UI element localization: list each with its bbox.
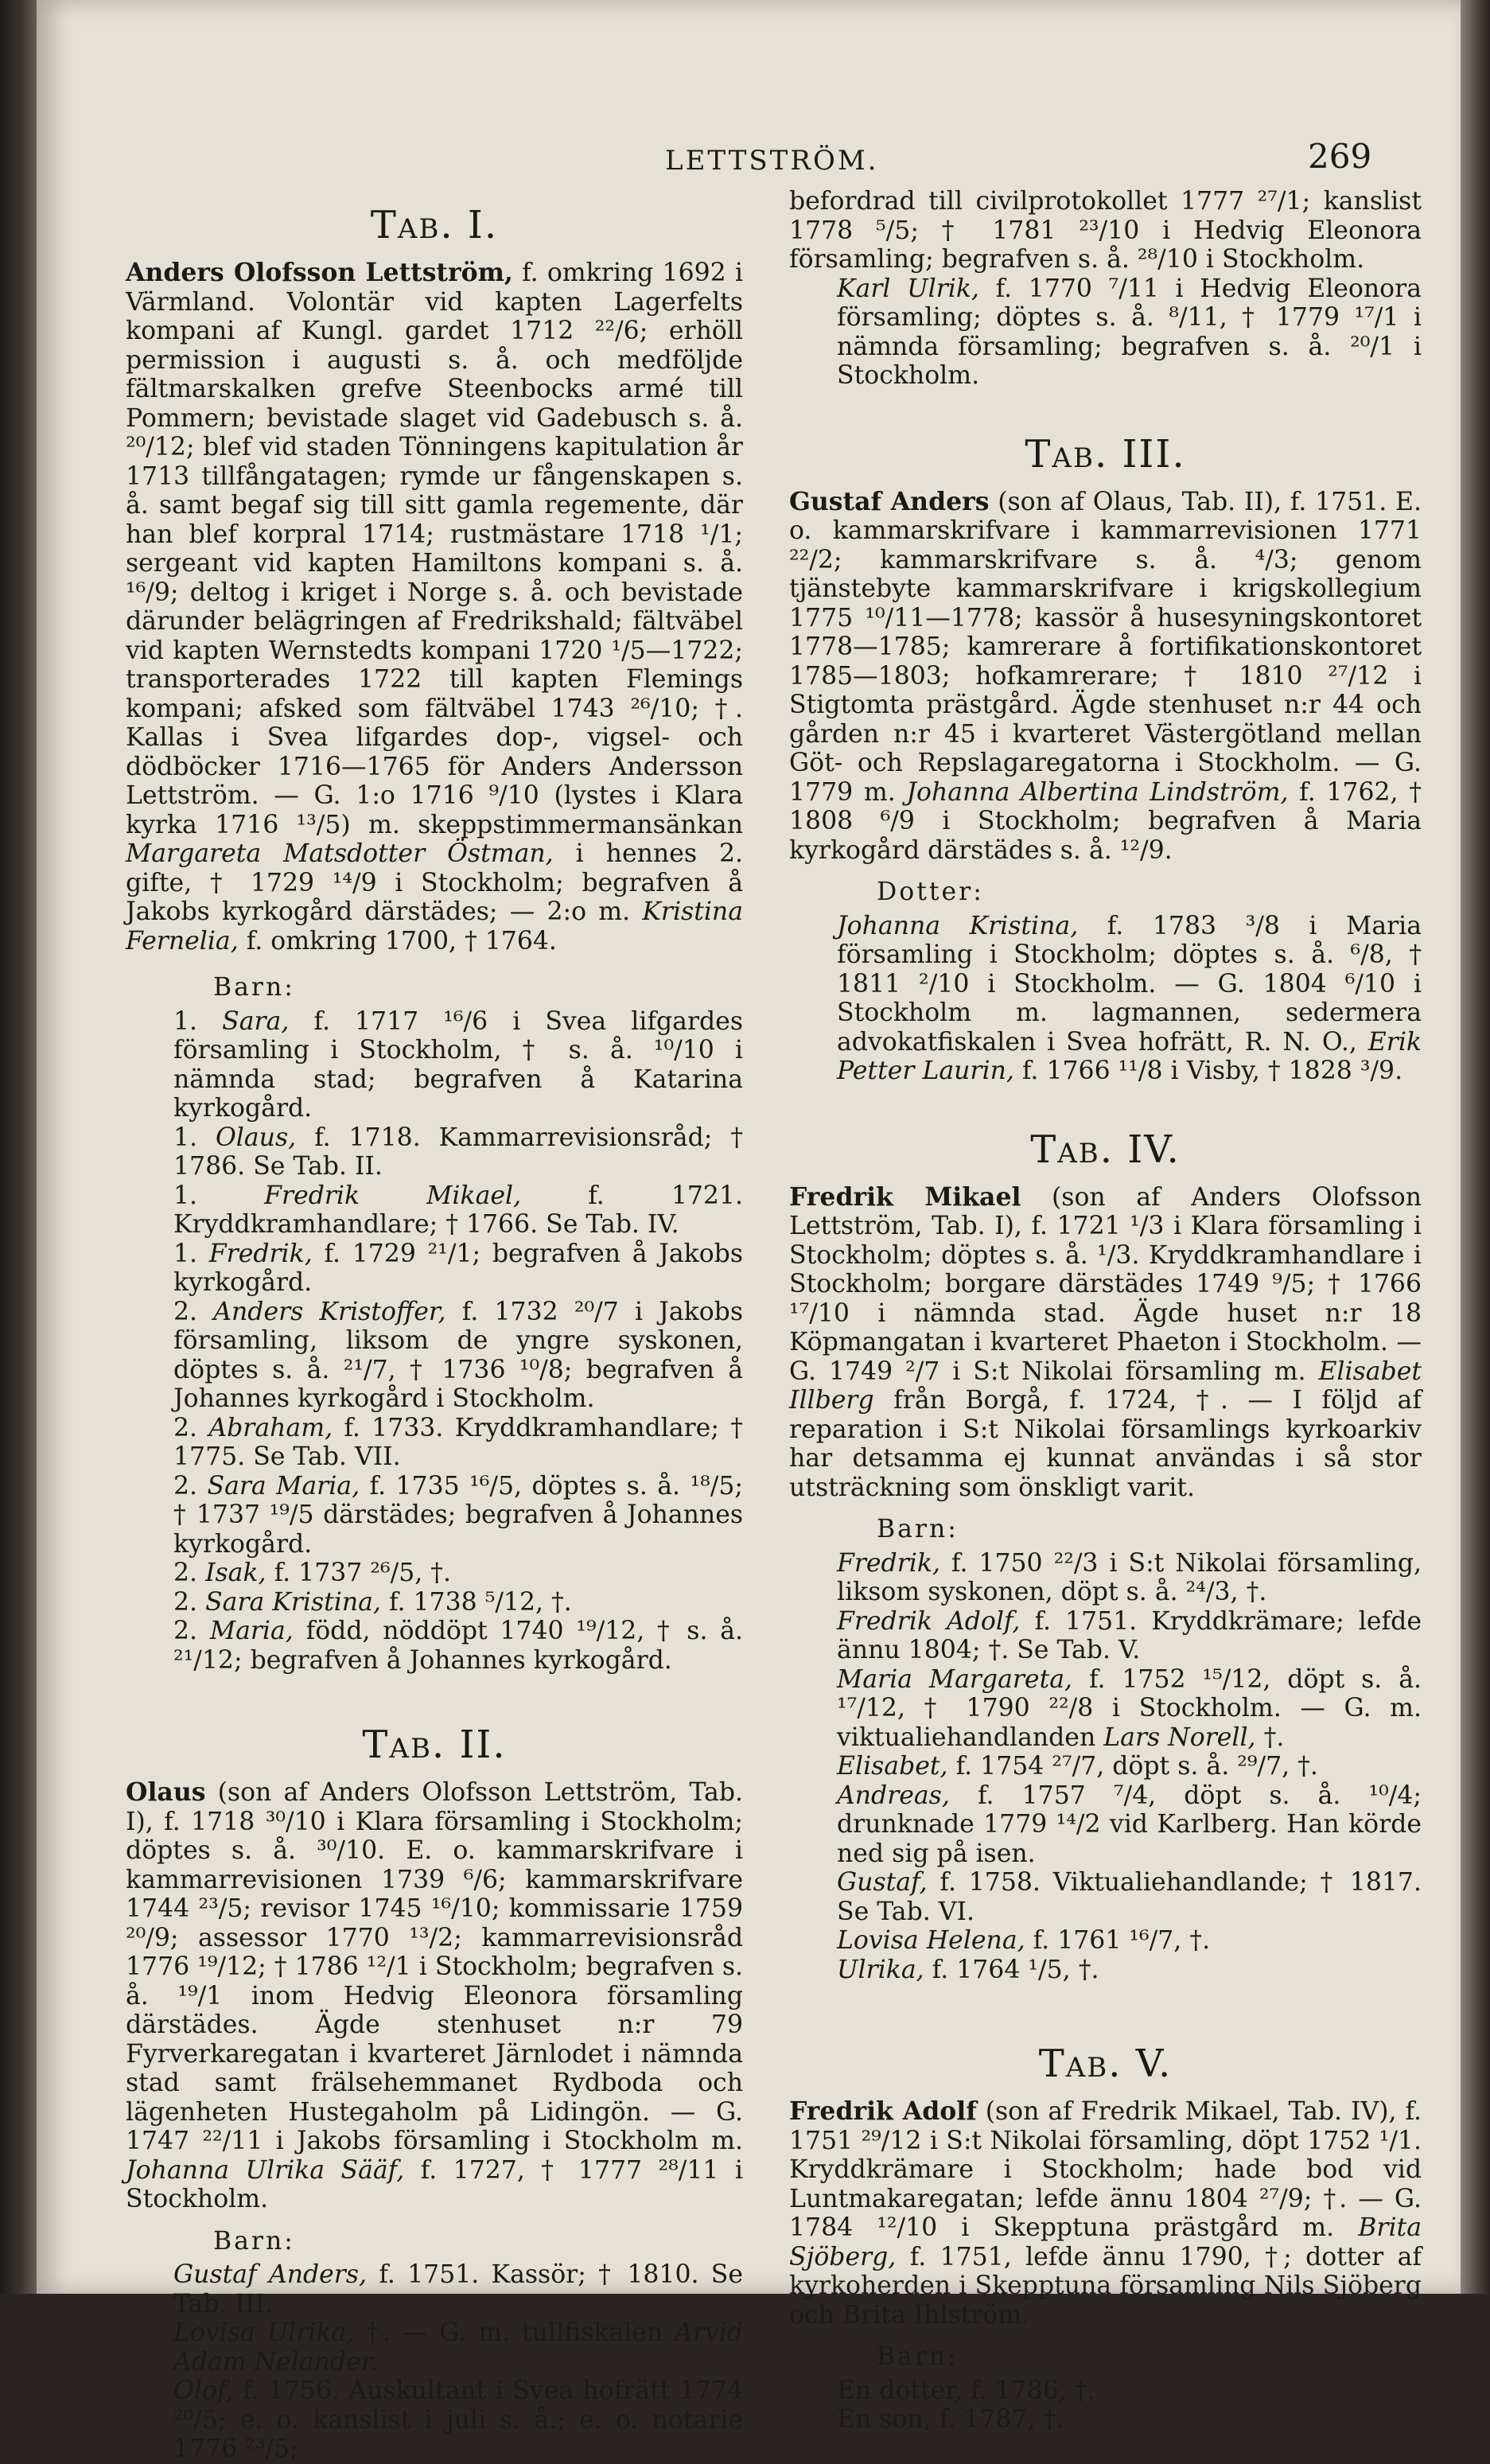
- tab-iii-name: Gustaf Anders: [789, 486, 990, 516]
- tab-iv-wife: Elisabet Illberg: [789, 1357, 1422, 1415]
- tab-i-body-2: i hennes 2. gifte, † 1729 ¹⁴/9 i Stockholm; begrafven å Jakobs kyrkogård därstädes; — 2:o m.: [126, 839, 744, 926]
- running-title: LETTSTRÖM.: [665, 145, 879, 177]
- child-name: Olaus,: [215, 1123, 297, 1152]
- child-entry: En son, f. 1787, †.: [837, 2405, 1064, 2434]
- child-entry: Lovisa Helena, f. 1761 ¹⁶/7, †.: [837, 1926, 1211, 1955]
- dotter-label: Dotter:: [877, 878, 984, 906]
- book-edge-shadow: [1461, 0, 1490, 2294]
- child-name: Andreas,: [837, 1781, 950, 1810]
- book-page: [37, 0, 1461, 2463]
- tab-iii-heading: Tab. III.: [1025, 431, 1186, 477]
- child-name: Abraham,: [208, 1413, 333, 1442]
- child-name: Sara,: [222, 1006, 290, 1036]
- tab-iv-entry: Fredrik Mikael (son af Anders Olofsson Lettström, Tab. I), f. 1721 ¹/3 i Klara församling i Stockholm; döptes s. å. ¹/3. Kryddkramhandlare i Stockholm; borgare därstädes 1749 ⁹/5; † 1766 ¹⁷/10 i nämnda stad. Ägde huset n:r 18 Köpmangatan i kvarteret Phaeton i Stockholm. — G. 1749 ²/7 i S:t Nikolai församling m. Elisabet Illberg från Borgå, f. 1724, †. — I följd af reparation i S:t Nikolai församlings kyrkoarkiv har detsamma ej kunnat användas i så stor utsträckning som önskligt varit.: [789, 1181, 1422, 1502]
- child-entry: Andreas, f. 1757 ⁷/4, döpt s. å. ¹⁰/4; drunknade 1779 ¹⁴/2 vid Karlberg. Han körde ned sig på isen.: [837, 1781, 1422, 1868]
- child-name: Fredrik,: [208, 1239, 313, 1268]
- child-entry: 2. Sara Kristina, f. 1738 ⁵/12, †.: [173, 1587, 572, 1617]
- child-name: Johanna Kristina,: [837, 911, 1079, 940]
- tab-ii-wife: Johanna Ulrika Sääf,: [126, 2155, 405, 2185]
- child-entry: Karl Ulrik, f. 1770 ⁷/11 i Hedvig Eleonora församling; döptes s. å. ⁸/11, † 1779 ¹⁷/1 i nämnda församling; begrafven s. å. ²⁰/1 i Stockholm.: [837, 274, 1422, 390]
- tab-iii-entry: Gustaf Anders (son af Olaus, Tab. II), f. 1751. E. o. kammarskrifvare i kammarrevisionen 1771 ²²/2; kammarskrifvare s. å. ⁴/3; genom tjänstebyte kammarskrifvare i krigskollegium 1775 ¹⁰/11—1778; kassör å husesyningskontoret 1778—1785; kamrerare å fortifikationskontoret 1785—1803; hofkamrerare; † 1810 ²⁷/12 i Stigtomta prästgård. Ägde stenhuset n:r 44 och gården n:r 45 i kvarteret Västergötland mellan Göt- och Repslagaregatorna i Stockholm. — G. 1779 m. Johanna Albertina Lindström, f. 1762, † 1808 ⁶/9 i Stockholm; begrafven å Maria kyrkogård därstädes s. å. ¹²/9.: [789, 486, 1422, 865]
- child-entry: 1. Fredrik, f. 1729 ²¹/1; begrafven å Jakobs kyrkogård.: [173, 1239, 744, 1297]
- tab-iv-heading: Tab. IV.: [1030, 1127, 1181, 1172]
- tab-ii-heading: Tab. II.: [362, 1722, 507, 1767]
- tab-i-body: f. omkring 1692 i Värmland. Volontär vid kapten Lagerfelts kompani af Kungl. gardet 1712 ²²/6; erhöll permission i augusti s. å. och medföljde fältmarskalken grefve Steenbocks armé till Pommern; bevistade slaget vid Gadebusch s. å. ²⁰/12; blef vid staden Tönningens kapitulation år 1713 tillfångatagen; rymde ur fångenskapen s. å. samt begaf sig till sitt gamla regemente, där han blef korpral 1714; rustmästare 1718 ¹/1; sergeant vid kapten Hamiltons kompani s. å. ¹⁶/9; deltog i kriget i Norge s. å. och bevistade därunder belägringen af Fredrikshald; fältväbel vid kapten Wernstedts kompani 1720 ¹/5—1722; transporterades 1722 till kapten Flemings kompani; afsked som fältväbel 1743 ²⁶/10; †. Kallas i Svea lifgardes dop-, vigsel- och dödböcker 1716—1765 för Anders Andersson Lettström. — G. 1:o 1716 ⁹/10 (lystes i Klara kyrka 1716 ¹³/5) m. skeppstimmermansänkan: [126, 259, 743, 839]
- child-name: Elisabet,: [837, 1752, 948, 1781]
- olof-continuation: befordrad till civilprotokollet 1777 ²⁷/1; kanslist 1778 ⁵/5; † 1781 ²³/10 i Hedvig Eleonora församling; begrafven s. å. ²⁸/10 i Stockholm.: [789, 187, 1422, 274]
- child-name: Sara Maria,: [207, 1471, 360, 1501]
- tab-i-wife-1: Margareta Matsdotter Östman,: [126, 839, 554, 868]
- tab-iv-barn-label: Barn:: [877, 1515, 959, 1543]
- child-name: Maria,: [209, 1617, 294, 1645]
- child-name: Karl Ulrik,: [837, 274, 979, 303]
- child-name: Sara Kristina,: [205, 1587, 381, 1617]
- child-entry: Johanna Kristina, f. 1783 ³/8 i Maria församling i Stockholm; döptes s. å. ⁶/8, † 1811 ²/10 i Stockholm. — G. 1804 ⁶/10 i Stockholm m. lagmannen, sedermera advokatfiskalen i Svea hofrätt, R. N. O., Erik Petter Laurin, f. 1766 ¹¹/8 i Visby, † 1828 ³/9.: [837, 911, 1422, 1085]
- tab-ii-body-2: f. 1727, † 1777 ²⁸/11 i Stockholm.: [126, 2155, 743, 2213]
- child-entry: 2. Abraham, f. 1733. Kryddkramhandlare; † 1775. Se Tab. VII.: [173, 1413, 743, 1471]
- child-name: Gustaf,: [837, 1868, 928, 1897]
- child-name: Anders Kristoffer,: [213, 1297, 446, 1326]
- right-column: [789, 187, 1422, 2435]
- tab-i-entry: [126, 259, 743, 956]
- tab-v-heading: Tab. V.: [1038, 2042, 1173, 2086]
- tab-i-name: Anders Olofsson Lettström,: [126, 258, 513, 287]
- child-entry: 1. Olaus, f. 1718. Kammarrevisionsråd; † 1786. Se Tab. II.: [173, 1123, 744, 1181]
- child-entry: 1. Sara, f. 1717 ¹⁶/6 i Svea lifgardes församling i Stockholm, † s. å. ¹⁰/10 i nämnda stad; begrafven å Katarina kyrkogård.: [173, 1006, 743, 1123]
- tab-v-barn-label: Barn:: [877, 2342, 959, 2371]
- tab-v-wife: Brita Sjöberg,: [789, 2213, 1422, 2271]
- child-name: Maria Margareta,: [837, 1664, 1073, 1694]
- child-entry: 2. Sara Maria, f. 1735 ¹⁶/5, döptes s. å. ¹⁸/5; † 1737 ¹⁹/5 därstädes; begrafven å Johannes kyrkogård.: [173, 1471, 744, 1559]
- child-entry: 2. Anders Kristoffer, f. 1732 ²⁰/7 i Jakobs församling, liksom de yngre syskonen, döptes s. å. ²¹/7, † 1736 ¹⁰/8; begrafven å Johannes kyrkogård i Stockholm.: [173, 1297, 744, 1413]
- child-entry: Gustaf, f. 1758. Viktualiehandlande; † 1817. Se Tab. VI.: [837, 1868, 1422, 1926]
- tab-v-entry: Fredrik Adolf (son af Fredrik Mikael, Tab. IV), f. 1751 ²⁹/12 i S:t Nikolai församling, döpt 1752 ¹/1. Kryddkrämare i Stockholm; hade bod vid Luntmakaregatan; lefde ännu 1804 ²⁷/9; †. — G. 1784 ¹²/10 i Skepptuna prästgård m. Brita Sjöberg, f. 1751, lefde ännu 1790, †; dotter af kyrkoherden i Skepptuna församling Nils Sjöberg och Brita Ihlström.: [789, 2096, 1422, 2330]
- child-entry: Ulrika, f. 1764 ¹/5, †.: [837, 1955, 1099, 1984]
- page-number: 269: [1308, 137, 1372, 176]
- tab-iv-name: Fredrik Mikael: [789, 1181, 1021, 1212]
- tab-v-name: Fredrik Adolf: [789, 2096, 977, 2126]
- left-column: [126, 187, 743, 2464]
- child-entry: Maria Margareta, f. 1752 ¹⁵/12, döpt s. å. ¹⁷/12, † 1790 ²²/8 i Stockholm. — G. m. viktualiehandlanden Lars Norell, †.: [837, 1664, 1422, 1752]
- tab-i-body-3: f. omkring 1700, † 1764.: [246, 926, 557, 956]
- child-name: Gustaf Anders,: [173, 2260, 368, 2289]
- child-entry: Olof, f. 1756. Auskultant i Svea hofrätt 1774 ²⁰/5; e. o. kanslist i juli s. å.; e. o. notarie 1776 ²³/5;: [173, 2376, 743, 2463]
- child-name: Olof,: [173, 2376, 234, 2405]
- child-name: Fredrik Adolf,: [837, 1606, 1021, 1636]
- child-name: Lovisa Helena,: [837, 1926, 1025, 1955]
- child-entry: 2. Isak, f. 1737 ²⁶/5, †.: [173, 1559, 452, 1587]
- tab-i-wife-2: Kristina Fernelia,: [126, 897, 743, 956]
- book-gutter-shadow: [0, 0, 38, 2294]
- child-entry: 1. Fredrik Mikael, f. 1721. Kryddkramhandlare; † 1766. Se Tab. IV.: [173, 1181, 744, 1239]
- tab-ii-barn-label: Barn:: [213, 2226, 295, 2256]
- child-entry: En dotter, f. 1786, †.: [837, 2376, 1095, 2405]
- barn-label: Barn:: [213, 973, 295, 1002]
- tab-ii-entry: [126, 1778, 743, 2214]
- child-name: Lovisa Ulrika,: [173, 2318, 355, 2347]
- child-entry: Gustaf Anders, f. 1751. Kassör; † 1810. Se Tab. III.: [173, 2260, 743, 2318]
- tab-iii-wife: Johanna Albertina Lindström,: [906, 777, 1289, 807]
- tab-i-heading: Tab. I.: [370, 203, 499, 247]
- child-entry: Fredrik Adolf, f. 1751. Kryddkrämare; lefde ännu 1804; †. Se Tab. V.: [837, 1606, 1422, 1664]
- child-entry: 2. Maria, född, nöddöpt 1740 ¹⁹/12, † s. å. ²¹/12; begrafven å Johannes kyrkogård.: [173, 1617, 744, 1675]
- child-name: Isak,: [205, 1559, 266, 1587]
- tab-ii-name: Olaus: [126, 1777, 206, 1807]
- child-name: Ulrika,: [837, 1955, 924, 1984]
- tab-ii-body: (son af Anders Olofsson Lettström, Tab. I), f. 1718 ³⁰/10 i Klara församling i Stockholm; döptes s. å. ³⁰/10. E. o. kammarskrifvare i kammarrevisionen 1739 ⁶/6; kammarskrifvare 1744 ²³/5; revisor 1745 ¹⁶/10; kommissarie 1759 ²⁰/9; assessor 1770 ¹³/2; kammarrevisionsråd 1776 ¹⁹/12; † 1786 ¹²/1 i Stockholm; begrafven s. å. ¹⁹/1 inom Hedvig Eleonora församling därstädes. Ägde stenhuset n:r 79 Fyrverkaregatan i kvarteret Järnlodet i nämnda stad samt frälsehemmanet Rydboda och lägenheten Hustegaholm på Lidingön. — G. 1747 ²²/11 i Jakobs församling i Stockholm m.: [126, 1778, 743, 2155]
- child-entry: Elisabet, f. 1754 ²⁷/7, döpt s. å. ²⁹/7, †.: [837, 1752, 1318, 1781]
- child-name: Fredrik,: [837, 1548, 940, 1578]
- child-entry: Lovisa Ulrika, †. — G. m. tullfiskalen Arvid Adam Nelander.: [173, 2318, 743, 2376]
- tab-i-children-list: [126, 1007, 743, 1676]
- child-name: Fredrik Mikael,: [264, 1181, 522, 1210]
- child-entry: Fredrik, f. 1750 ²²/3 i S:t Nikolai församling, liksom syskonen, döpt s. å. ²⁴/3, †.: [837, 1548, 1422, 1606]
